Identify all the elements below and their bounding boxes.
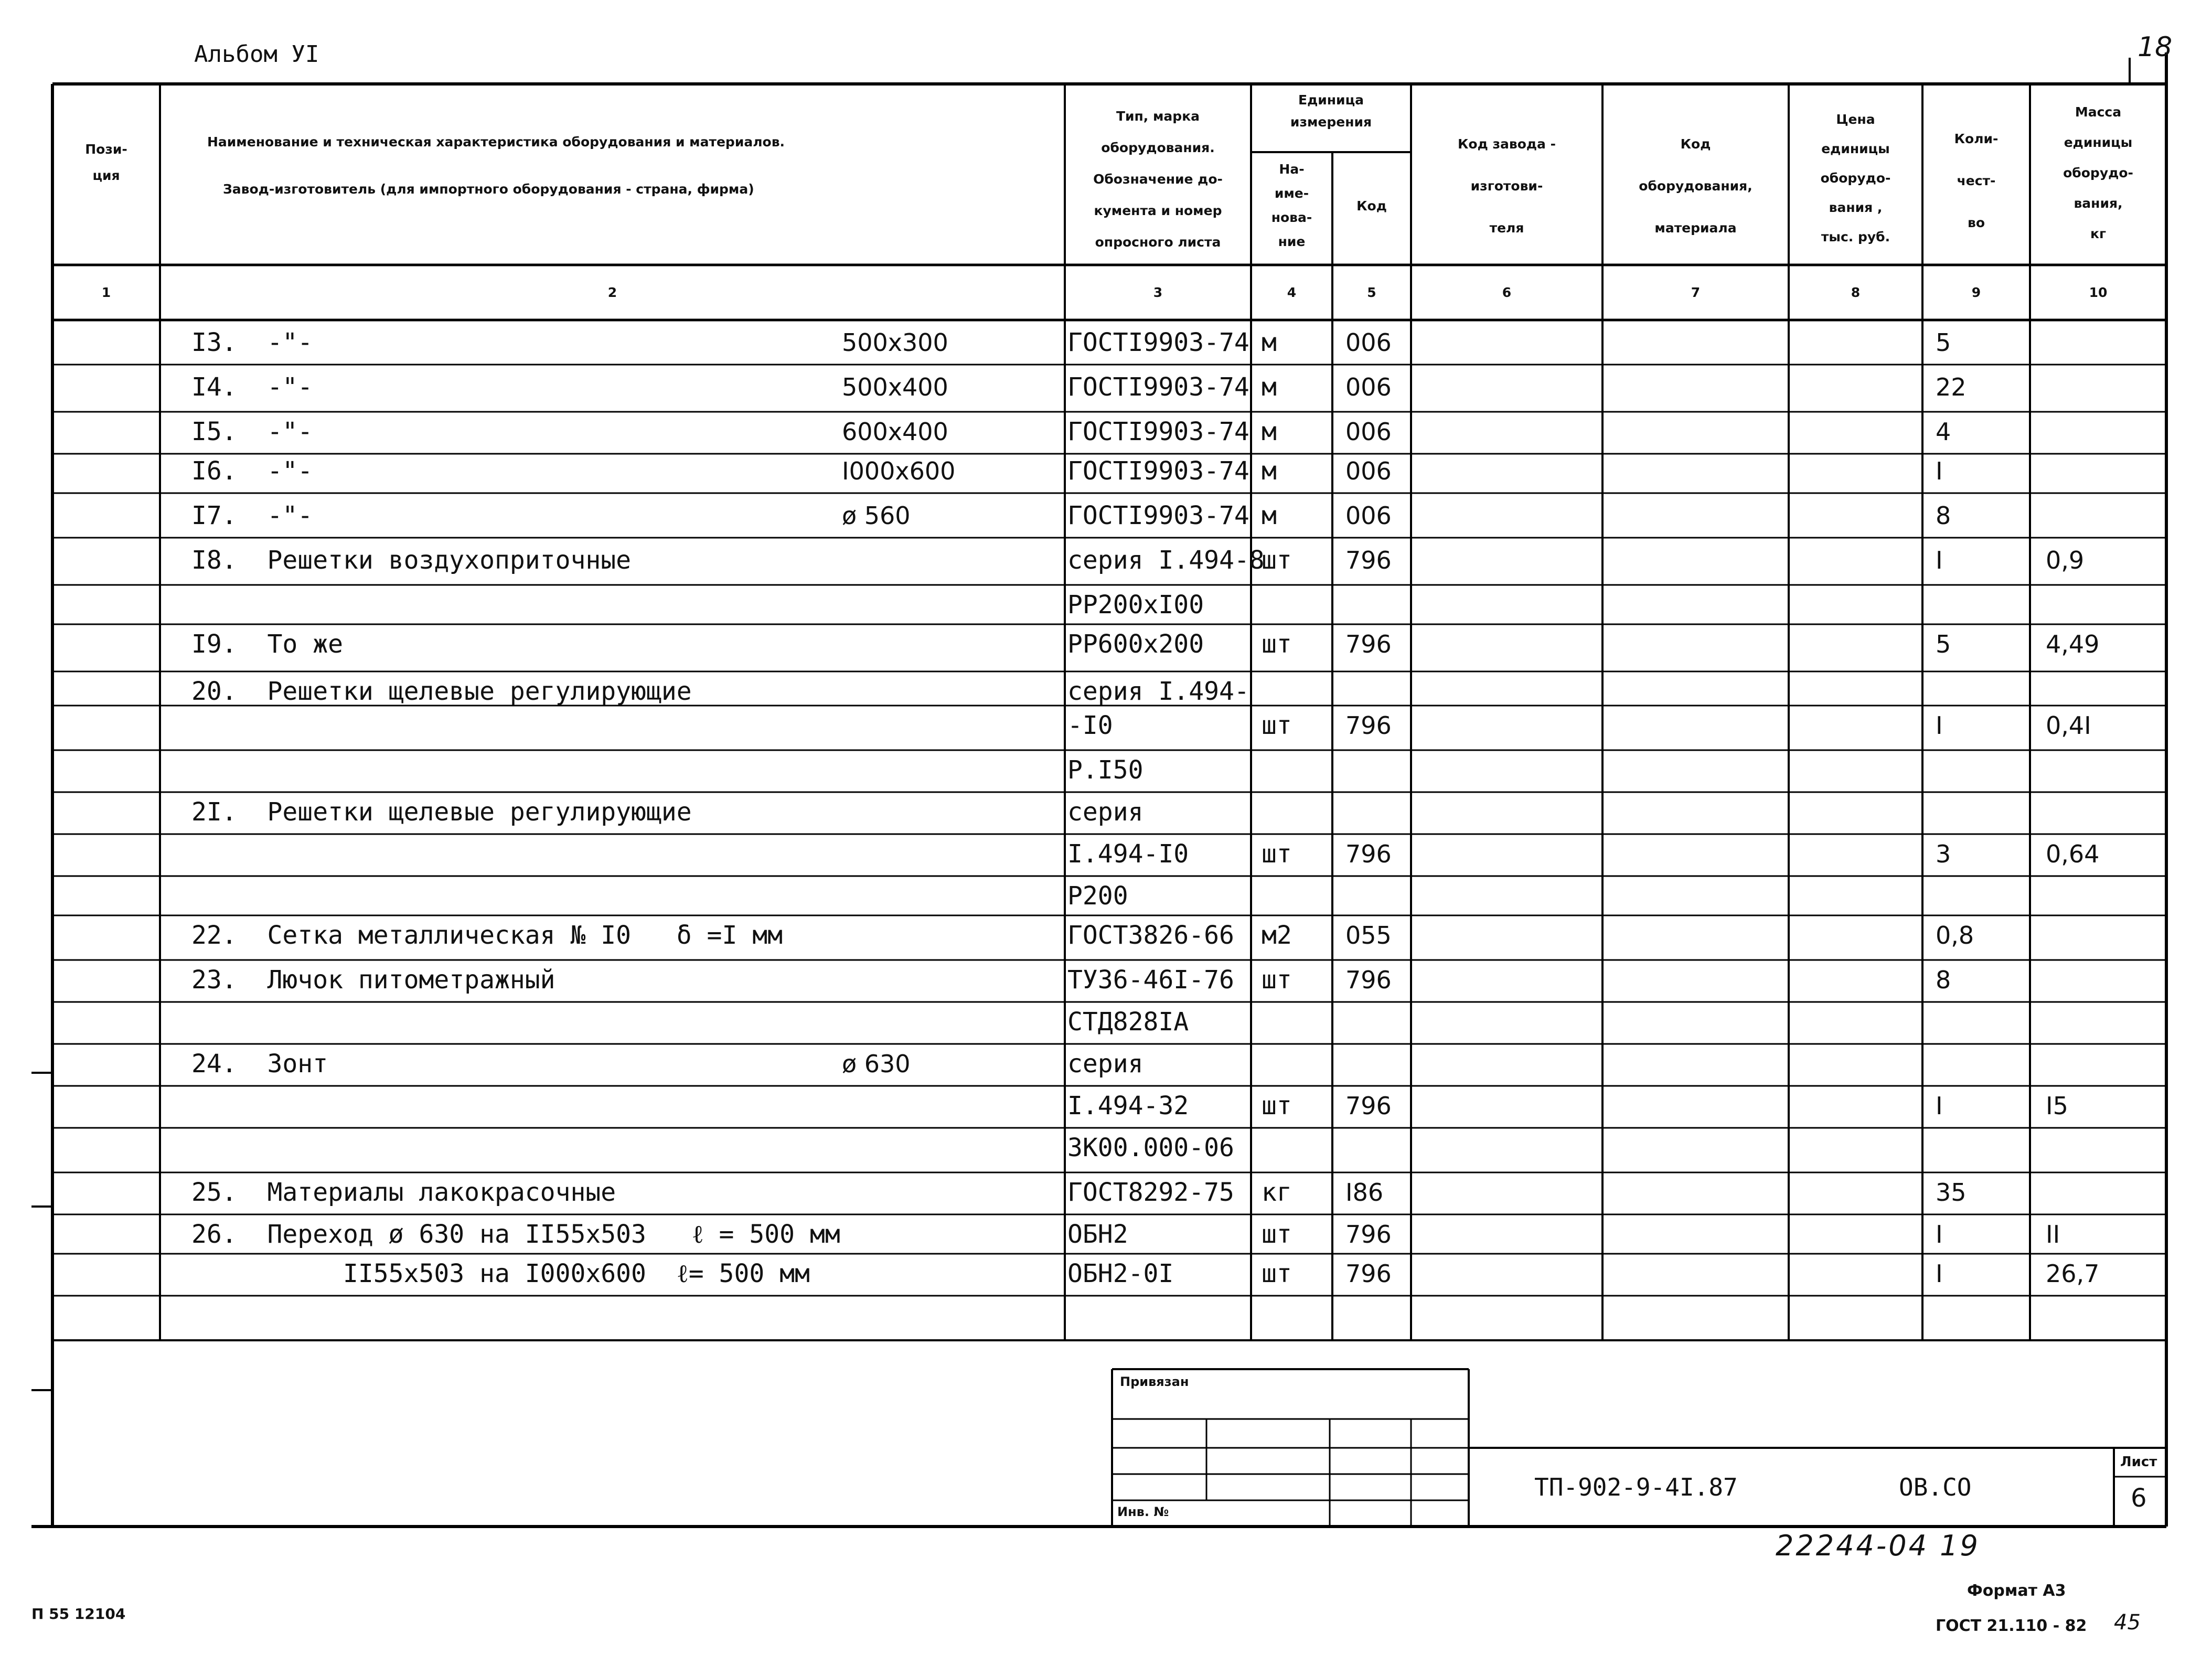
row-unit: шт xyxy=(1262,1220,1292,1249)
row-type: -I0 xyxy=(1067,711,1113,740)
row-mass: 4,49 xyxy=(2046,630,2100,658)
row-unit: м xyxy=(1262,372,1277,402)
row-type: ГОСТ8292-75 xyxy=(1067,1178,1234,1207)
col-number-8: 8 xyxy=(1851,285,1861,300)
row-unit: шт xyxy=(1262,839,1292,869)
row-name: 26. Переход ø 630 на II55x503 ℓ = 500 мм xyxy=(191,1220,840,1249)
row-type: I.494-I0 xyxy=(1067,839,1189,869)
sheet-corner-number: 18 xyxy=(2138,31,2173,63)
row-type: ГОСТI9903-74 xyxy=(1067,328,1249,357)
col-number-4: 4 xyxy=(1287,285,1297,300)
row-unit: м xyxy=(1262,456,1277,486)
row-name: 22. Сетка металлическая № I0 δ =I мм xyxy=(191,921,783,950)
col-header-name-line2: Завод-изготовитель (для импортного оборудования - страна, фирма) xyxy=(223,182,754,197)
row-unit-code: 796 xyxy=(1345,1260,1392,1288)
stamp-mark: ОВ.СО xyxy=(1899,1473,1972,1501)
col-header-unit-name: На- име- нова- ние xyxy=(1271,162,1312,249)
corner-mark: 45 xyxy=(2114,1610,2141,1635)
print-code: П 55 12104 xyxy=(31,1605,126,1623)
row-quantity: 3 xyxy=(1936,840,1951,868)
row-mass: 0,4I xyxy=(2046,711,2091,740)
row-unit-code: 796 xyxy=(1345,1220,1392,1248)
row-quantity: I xyxy=(1936,457,1943,485)
row-type: серия I.494- xyxy=(1067,677,1249,706)
row-quantity: 35 xyxy=(1936,1178,1967,1207)
col-header-factory-code: Код завода - изготови- теля xyxy=(1457,136,1556,236)
format-label: Формат А3 xyxy=(1967,1582,2066,1600)
row-name: I6. -"- xyxy=(191,456,313,486)
row-unit: шт xyxy=(1262,1091,1292,1121)
row-name: 25. Материалы лакокрасочные xyxy=(191,1178,616,1207)
row-mass: I5 xyxy=(2046,1092,2068,1120)
col-header-unit-group: Единица измерения xyxy=(1290,92,1372,130)
row-type: ЗК00.000-06 xyxy=(1067,1133,1234,1162)
row-quantity: 5 xyxy=(1936,630,1951,658)
row-unit-code: 006 xyxy=(1345,373,1392,401)
row-name: I4. -"- xyxy=(191,372,313,402)
row-name: 2I. Решетки щелевые регулирующие xyxy=(191,797,692,827)
col-header-type: Тип, марка оборудования. Обозначение до- кумента и номер опросного листа xyxy=(1093,109,1223,250)
row-unit: шт xyxy=(1262,546,1292,575)
row-size: 600x400 xyxy=(842,418,948,446)
row-quantity: I xyxy=(1936,1092,1943,1120)
row-type: ОБН2 xyxy=(1067,1220,1128,1249)
row-quantity: I xyxy=(1936,546,1943,574)
row-name: I3. -"- xyxy=(191,328,313,357)
row-size: 500x300 xyxy=(842,328,948,357)
row-type: ТУ36-46I-76 xyxy=(1067,965,1234,995)
stamp-doc-code: ТП-902-9-4I.87 xyxy=(1534,1473,1738,1501)
row-type: ГОСТI9903-74 xyxy=(1067,501,1249,530)
row-type: ГОСТ3826-66 xyxy=(1067,921,1234,950)
row-type: ГОСТI9903-74 xyxy=(1067,456,1249,486)
row-name: I5. -"- xyxy=(191,417,313,446)
row-quantity: I xyxy=(1936,711,1943,740)
row-unit: шт xyxy=(1262,965,1292,995)
row-unit-code: 055 xyxy=(1345,921,1392,949)
row-name: 20. Решетки щелевые регулирующие xyxy=(191,677,692,706)
row-unit: шт xyxy=(1262,1259,1292,1288)
row-unit: м xyxy=(1262,501,1277,530)
row-quantity: 8 xyxy=(1936,501,1951,530)
row-mass: 0,64 xyxy=(2046,840,2100,868)
stamp-sheet-number: 6 xyxy=(2131,1484,2147,1513)
row-name: I7. -"- xyxy=(191,501,313,530)
row-size: I000x600 xyxy=(842,457,956,485)
stamp-sheet-label: Лист xyxy=(2120,1454,2157,1470)
album-title: Альбом УI xyxy=(194,41,319,68)
row-unit-code: I86 xyxy=(1345,1178,1384,1207)
col-header-mass: Масса единицы оборудо- вания, кг xyxy=(2063,104,2133,241)
col-number-6: 6 xyxy=(1502,285,1512,300)
row-unit-code: 796 xyxy=(1345,630,1392,658)
row-quantity: 5 xyxy=(1936,328,1951,357)
row-unit-code: 796 xyxy=(1345,711,1392,740)
row-size: ø 630 xyxy=(842,1050,911,1078)
row-quantity: I xyxy=(1936,1260,1943,1288)
row-type: Р.I50 xyxy=(1067,755,1144,785)
gost-label: ГОСТ 21.110 - 82 xyxy=(1936,1617,2087,1635)
col-header-position: Пози- ция xyxy=(85,142,127,183)
row-unit: шт xyxy=(1262,711,1292,740)
row-type: РР200хI00 xyxy=(1067,590,1204,620)
row-type: I.494-32 xyxy=(1067,1091,1189,1121)
row-type: СТД828IА xyxy=(1067,1007,1189,1037)
row-unit-code: 796 xyxy=(1345,840,1392,868)
col-header-name-line1: Наименование и техническая характеристика оборудования и материалов. xyxy=(207,134,785,150)
row-name: I9. То же xyxy=(191,629,343,659)
row-unit: м xyxy=(1262,328,1277,357)
row-unit: кг xyxy=(1262,1178,1292,1207)
col-number-10: 10 xyxy=(2089,285,2108,300)
col-header-quantity: Коли- чест- во xyxy=(1954,131,1999,230)
col-header-unit-code: Код xyxy=(1356,198,1387,214)
col-number-9: 9 xyxy=(1971,285,1981,300)
row-name: 24. Зонт xyxy=(191,1049,328,1079)
row-type: серия I.494-8 xyxy=(1067,546,1265,575)
row-type: серия xyxy=(1067,1049,1144,1079)
col-number-2: 2 xyxy=(607,285,617,300)
row-name: II55x503 на I000x600 ℓ= 500 мм xyxy=(191,1259,810,1288)
col-number-1: 1 xyxy=(101,285,111,300)
col-number-5: 5 xyxy=(1367,285,1376,300)
col-number-7: 7 xyxy=(1691,285,1701,300)
row-quantity: I xyxy=(1936,1220,1943,1248)
row-quantity: 8 xyxy=(1936,966,1951,994)
row-type: ГОСТI9903-74 xyxy=(1067,372,1249,402)
row-name: 23. Лючок питометражный xyxy=(191,965,555,995)
row-type: Р200 xyxy=(1067,881,1128,911)
row-unit-code: 796 xyxy=(1345,546,1392,574)
row-mass: II xyxy=(2046,1220,2060,1248)
row-quantity: 4 xyxy=(1936,418,1951,446)
row-unit-code: 796 xyxy=(1345,966,1392,994)
row-unit-code: 006 xyxy=(1345,457,1392,485)
row-quantity: 0,8 xyxy=(1936,921,1974,949)
row-mass: 0,9 xyxy=(2046,546,2085,574)
row-unit-code: 006 xyxy=(1345,418,1392,446)
row-size: ø 560 xyxy=(842,501,911,530)
row-type: серия xyxy=(1067,797,1144,827)
row-type: ГОСТI9903-74 xyxy=(1067,417,1249,446)
row-quantity: 22 xyxy=(1936,373,1967,401)
col-header-price: Цена единицы оборудо- вания , тыс. руб. xyxy=(1820,112,1891,244)
row-unit-code: 006 xyxy=(1345,501,1392,530)
row-name: I8. Решетки воздухоприточные xyxy=(191,546,632,575)
col-number-3: 3 xyxy=(1153,285,1163,300)
row-unit: м2 xyxy=(1262,921,1292,950)
stamp-inv: Инв. № xyxy=(1117,1504,1169,1519)
row-unit-code: 006 xyxy=(1345,328,1392,357)
col-header-equipment-code: Код оборудования, материала xyxy=(1639,136,1752,236)
row-mass: 26,7 xyxy=(2046,1260,2100,1288)
handwritten-number: 22244-04 19 xyxy=(1776,1529,1980,1562)
stamp-privyazan: Привязан xyxy=(1120,1374,1189,1389)
row-type: ОБН2-0I xyxy=(1067,1259,1174,1288)
row-unit-code: 796 xyxy=(1345,1092,1392,1120)
row-size: 500x400 xyxy=(842,373,948,401)
row-unit: м xyxy=(1262,417,1277,446)
row-unit: шт xyxy=(1262,629,1292,659)
row-type: РР600х200 xyxy=(1067,629,1204,659)
